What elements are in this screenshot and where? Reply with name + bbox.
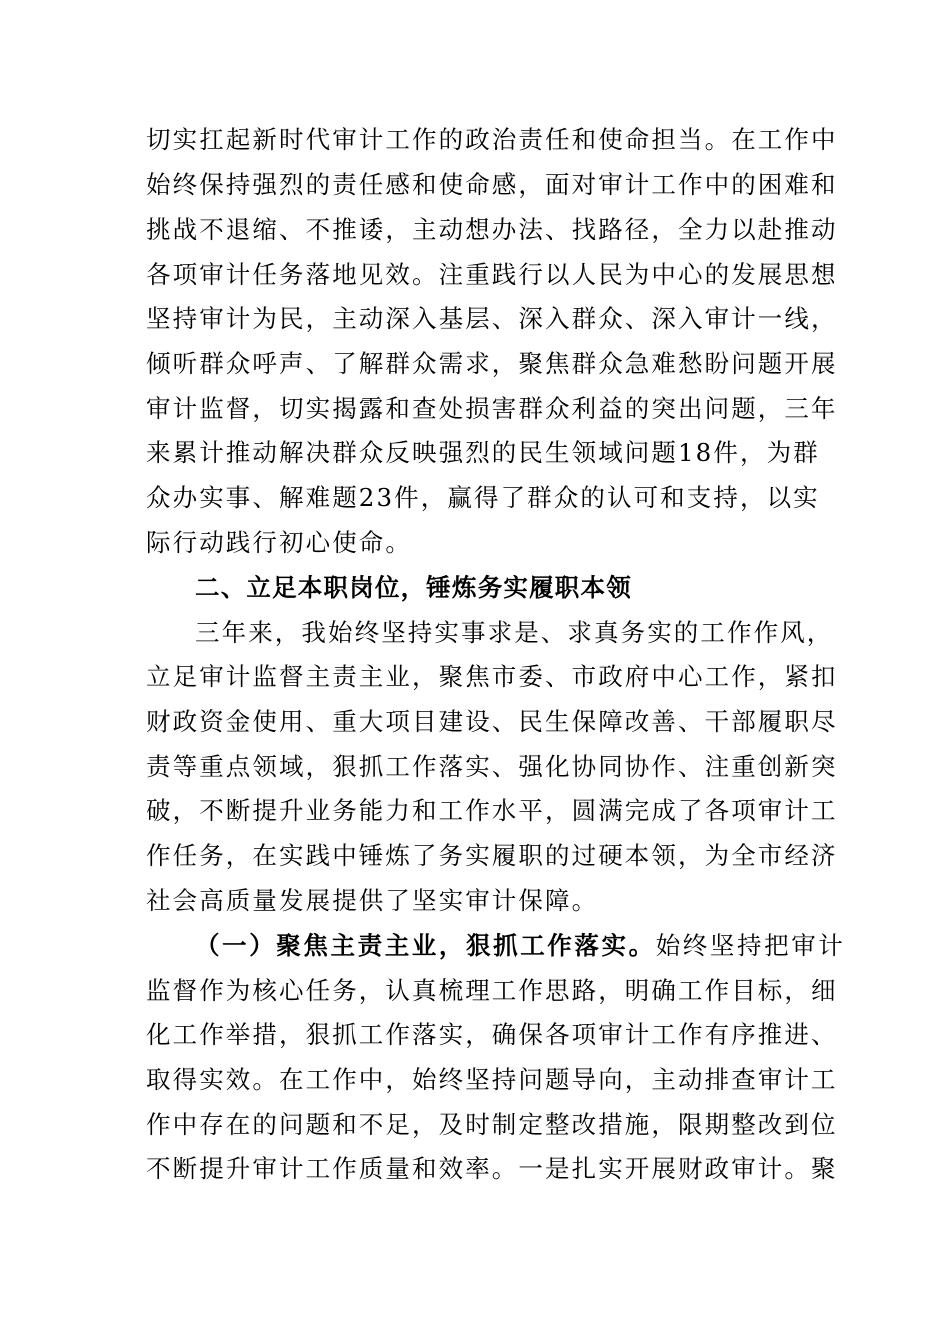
paragraph-line: 财政资金使用、重大项目建设、民生保障改善、干部履职尽 [146,707,838,736]
paragraph-line: 监督作为核心任务，认真梳理工作思路，明确工作目标，细 [146,976,838,1005]
paragraph-line: 立足审计监督主责主业，聚焦市委、市政府中心工作，紧扣 [146,662,838,691]
paragraph-line: 三年来，我始终坚持实事求是、求真务实的工作作风， [195,618,834,647]
paragraph-line: 不断提升审计工作质量和效率。一是扎实开展财政审计。聚 [146,1154,838,1183]
paragraph-line: 各项审计任务落地见效。注重践行以人民为中心的发展思想 [146,260,838,289]
subsection-heading: （一）聚焦主责主业，狠抓工作落实。 [195,931,656,960]
paragraph-line: 社会高质量发展提供了坚实审计保障。 [146,886,599,915]
paragraph-line: 破，不断提升业务能力和工作水平，圆满完成了各项审计工 [146,796,838,825]
paragraph-line: 来累计推动解决群众反映强烈的民生领域问题18件，为群 [146,438,820,467]
paragraph-line: 倾听群众呼声、了解群众需求，聚焦群众急难愁盼问题开展 [146,349,838,378]
subsection-first-line [195,930,846,964]
paragraph-line: 际行动践行初心使命。 [146,528,412,557]
paragraph-line: 坚持审计为民，主动深入基层、深入群众、深入审计一线， [146,304,838,333]
paragraph-line: 挑战不退缩、不推诿，主动想办法、找路径，全力以赴推动 [146,215,838,244]
paragraph-line: 取得实效。在工作中，始终坚持问题导向，主动排查审计工 [146,1065,838,1094]
section-heading: 二、立足本职岗位，锤炼务实履职本领 [195,573,632,602]
paragraph-line: 审计监督，切实揭露和查处损害群众利益的突出问题，三年 [146,394,838,423]
paragraph-line: 作中存在的问题和不足，及时制定整改措施，限期整改到位 [146,1110,838,1139]
paragraph-line: 化工作举措，狠抓工作落实，确保各项审计工作有序推进、 [146,1020,838,1049]
paragraph-line: 责等重点领域，狠抓工作落实、强化协同协作、注重创新突 [146,752,838,781]
paragraph-line: 切实扛起新时代审计工作的政治责任和使命担当。在工作中 [146,125,838,154]
paragraph-line: 众办实事、解难题23件，赢得了群众的认可和支持，以实 [146,483,820,512]
subsection-first-line-text: 始终坚持把审计 [655,931,846,960]
paragraph-line: 始终保持强烈的责任感和使命感，面对审计工作中的困难和 [146,170,838,199]
paragraph-line: 作任务，在实践中锤炼了务实履职的过硬本领，为全市经济 [146,841,838,870]
